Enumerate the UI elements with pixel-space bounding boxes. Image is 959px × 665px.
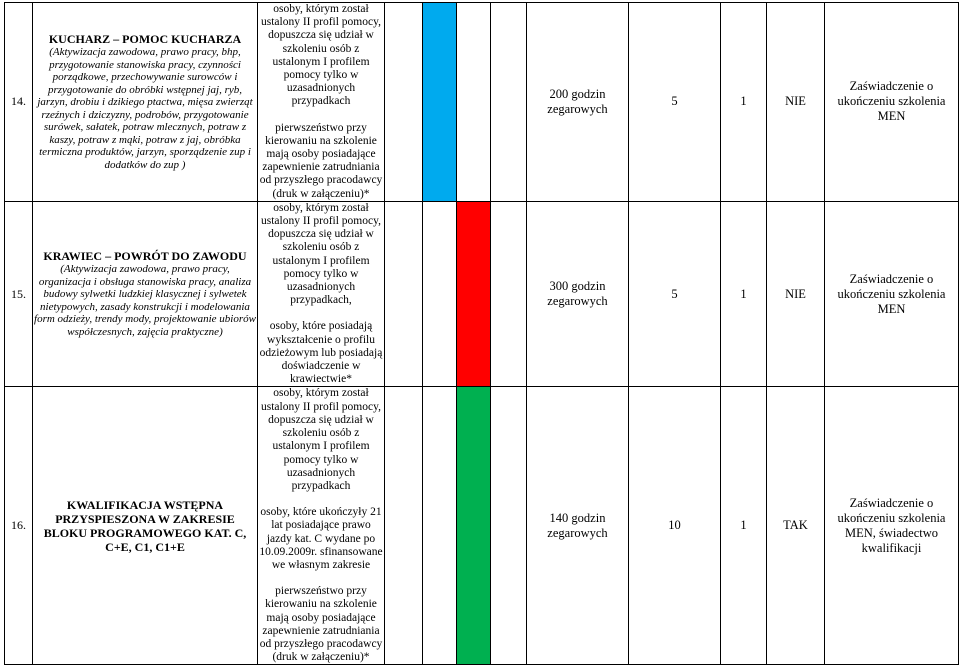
conditions-text: osoby, które ukończyły 21 lat posiadające prawo jazdy kat. C wydane po 10.09.2009r. sfinansowane we własnym zakresie	[259, 506, 383, 571]
color-marker-blue	[423, 3, 457, 202]
hours-cell: 300 godzin zegarowych	[527, 201, 629, 387]
conditions-text: pierwszeństwo przy kierowaniu na szkolenie mają osoby posiadające zapewnienie zatrudniania od przyszłego pracodawcy (druk w załączeniu)*	[259, 585, 383, 664]
conditions-cell	[258, 387, 385, 665]
certificate-cell: Zaświadczenie o ukończeniu szkolenia MEN	[825, 3, 959, 202]
conditions-cell	[258, 201, 385, 387]
empty-cell	[491, 3, 527, 202]
table-row	[5, 201, 959, 387]
color-marker-red	[457, 201, 491, 387]
conditions-text: osoby, którym został ustalony II profil pomocy, dopuszcza się udział w szkoleniu osób z ustalonym I profilem pomocy tylko w uzasadnionych przypadkach	[261, 3, 381, 108]
empty-cell	[385, 201, 423, 387]
certificate-cell: Zaświadczenie o ukończeniu szkolenia MEN	[825, 201, 959, 387]
value-a-cell: 5	[629, 3, 721, 202]
table-row	[5, 387, 959, 665]
empty-cell	[491, 201, 527, 387]
hours-cell: 200 godzin zegarowych	[527, 3, 629, 202]
conditions-text: osoby, którym został ustalony II profil pomocy, dopuszcza się udział w szkoleniu osób z ustalonym I profilem pomocy tylko w uzasadnionych przypadkach	[261, 387, 381, 492]
empty-cell	[423, 201, 457, 387]
value-b-cell: 1	[721, 3, 767, 202]
conditions-text: pierwszeństwo przy kierowaniu na szkolenie mają osoby posiadające zapewnienie zatrudniania od przyszłego pracodawcy (druk w załączeniu)*	[259, 121, 383, 200]
row-number: 16.	[5, 387, 33, 665]
certificate-cell: Zaświadczenie o ukończeniu szkolenia MEN, świadectwo kwalifikacji	[825, 387, 959, 665]
row-number: 14.	[5, 3, 33, 202]
empty-cell	[385, 3, 423, 202]
course-title: KWALIFIKACJA WSTĘPNA PRZYSPIESZONA W ZAKRESIE BLOKU PROGRAMOWEGO KAT. C, C+E, C1, C1+E	[43, 497, 247, 554]
course-description: (Aktywizacja zawodowa, prawo pracy, organizacja i obsługa stanowiska pracy, analiza budowy sylwetki ludzkiej klasycznej i sylwetek nietypowych, zasady konstrukcji i modelowania form odzieży, trendy mody, projektowanie ubiorów współczesnych, zajęcia praktyczne)	[34, 263, 256, 338]
hours-cell: 140 godzin zegarowych	[527, 387, 629, 665]
value-b-cell: 1	[721, 387, 767, 665]
value-b-cell: 1	[721, 201, 767, 387]
conditions-cell	[258, 3, 385, 202]
table-row	[5, 3, 959, 202]
value-c-cell: NIE	[767, 201, 825, 387]
empty-cell	[491, 387, 527, 665]
course-title: KUCHARZ – POMOC KUCHARZA	[48, 31, 242, 46]
conditions-text: osoby, którym został ustalony II profil pomocy, dopuszcza się udział w szkoleniu osób z ustalonym I profilem pomocy tylko w uzasadnionych przypadkach,	[261, 201, 381, 307]
color-marker-green	[457, 387, 491, 665]
course-title: KRAWIEC – POWRÓT DO ZAWODU	[43, 248, 247, 263]
course-cell	[33, 387, 258, 665]
empty-cell	[385, 387, 423, 665]
row-number: 15.	[5, 201, 33, 387]
value-c-cell: TAK	[767, 387, 825, 665]
empty-cell	[457, 3, 491, 202]
course-cell	[33, 3, 258, 202]
empty-cell	[423, 387, 457, 665]
value-a-cell: 5	[629, 201, 721, 387]
value-c-cell: NIE	[767, 3, 825, 202]
courses-table	[4, 2, 959, 665]
course-description: (Aktywizacja zawodowa, prawo pracy, bhp, przygotowanie stanowiska pracy, czynności porządkowe, przechowywanie surowców i przygotowanie do obróbki wstępnej jaj, ryb, jarzyn, drobiu i dzikiego ptactwa, mięsa zwierząt rzeźnych i dziczyzny, podrobów, przygotowanie surówek, sałatek, potraw mlecznych, potraw z kaszy, potraw z mąki, potraw z jaj, obróbka termiczna produktów, jarzyn, sporządzenie zup i dodatków do zup )	[37, 46, 253, 171]
course-cell	[33, 201, 258, 387]
conditions-text: osoby, które posiadają wykształcenie o profilu odzieżowym lub posiadają doświadczenie w krawiectwie*	[259, 320, 383, 386]
value-a-cell: 10	[629, 387, 721, 665]
